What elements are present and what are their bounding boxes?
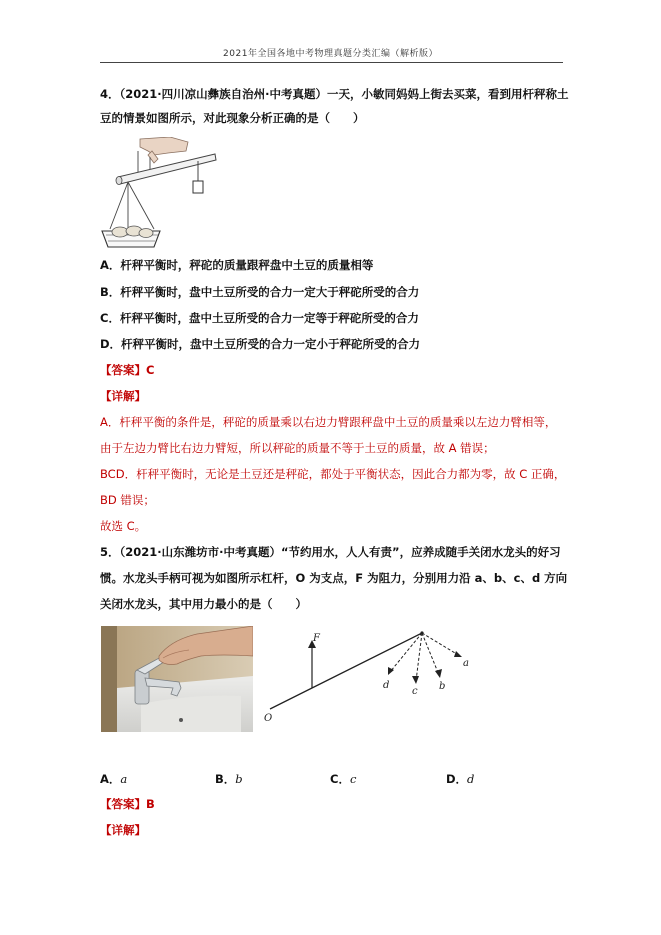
q4-option-a: A．杆秤平衡时，秤砣的质量跟秤盘中土豆的质量相等: [100, 258, 374, 272]
q5-stem-line-2: 惯。水龙头手柄可视为如图所示杠杆，O 为支点，F 为阻力，分别用力沿 a、b、c、d 方向: [100, 571, 568, 585]
q4-explanation-line-1: A．杆秤平衡的条件是，秤砣的质量乘以右边力臂跟秤盘中土豆的质量乘以左边力臂相等，: [100, 415, 557, 429]
label-b: b: [439, 681, 446, 692]
q5-option-d: D．d: [446, 772, 475, 786]
q5-answer: 【答案】B: [100, 797, 155, 811]
q4-explanation-line-5: 故选 C。: [100, 519, 147, 533]
q4-option-d: D．杆秤平衡时，盘中土豆所受的合力一定小于秤砣所受的合力: [100, 337, 421, 351]
label-c: c: [412, 686, 418, 697]
q4-option-c: C．杆秤平衡时，盘中土豆所受的合力一定等于秤砣所受的合力: [100, 311, 419, 325]
lever-diagram: [262, 626, 482, 726]
header-rule: [100, 62, 563, 63]
q4-explanation-line-2: 由于左边力臂比右边力臂短，所以秤砣的质量不等于土豆的质量，故 A 错误；: [100, 441, 495, 455]
q4-stem-line-1: 4．（2021·四川凉山彝族自治州·中考真题）一天，小敏同妈妈上街去买菜，看到用杆秤称土: [100, 87, 569, 101]
q5-option-a: A．a: [100, 772, 128, 786]
q4-explanation-line-4: BD 错误；: [100, 493, 155, 507]
q5-option-c: C．c: [330, 772, 357, 786]
label-d: d: [383, 680, 390, 691]
q5-detail-label: 【详解】: [100, 823, 146, 837]
q5-stem-line-3: 关闭水龙头，其中用力最小的是（ ）: [100, 597, 307, 611]
q4-stem-line-2: 豆的情景如图所示，对此现象分析正确的是（ ）: [100, 111, 365, 125]
q5-stem-line-1: 5．（2021·山东潍坊市·中考真题）“节约用水，人人有责”，应养成随手关闭水龙头的好习: [100, 545, 561, 559]
faucet-photo: [101, 626, 253, 732]
label-f: F: [313, 633, 320, 644]
q4-detail-label: 【详解】: [100, 389, 146, 403]
label-a: a: [463, 658, 469, 669]
steelyard-figure: [100, 137, 220, 250]
q4-answer: 【答案】C: [100, 363, 155, 377]
q5-option-b: B．b: [215, 772, 243, 786]
page-header: 2021年全国各地中考物理真题分类汇编（解析版）: [223, 49, 438, 59]
label-o: O: [264, 713, 273, 724]
q4-explanation-line-3: BCD．杆秤平衡时，无论是土豆还是秤砣，都处于平衡状态，因此合力都为零，故 C 正确，: [100, 467, 566, 481]
q4-option-b: B．杆秤平衡时，盘中土豆所受的合力一定大于秤砣所受的合力: [100, 285, 420, 299]
